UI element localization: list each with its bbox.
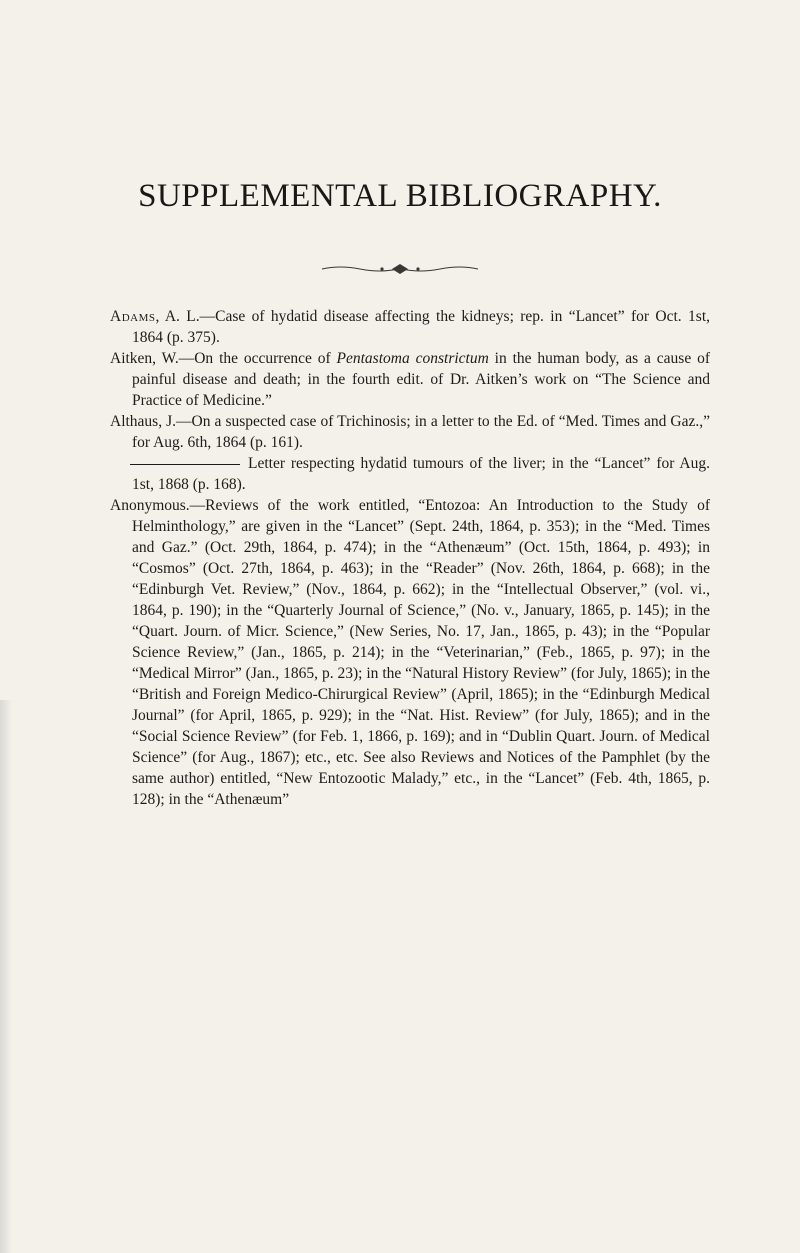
entry-text: in the human body, as a cause of painful disease and death; in the fourth edit. of Dr. Aitken’s work on “The Science and Practice of Medicine.”	[132, 350, 711, 409]
entry-adams	[110, 306, 710, 348]
entry-text: , A. L.—Case of hydatid disease affecting the kidneys; rep. in “Lancet” for Oct. 1st, 1864 (p. 375).	[132, 308, 710, 346]
entry-anonymous	[110, 495, 710, 810]
ornament-divider	[320, 262, 480, 276]
page-edge-shadow	[0, 700, 12, 1253]
entry-text: Letter respecting hydatid tumours of the liver; in the “Lancet” for Aug. 1st, 1868 (p. 168).	[132, 455, 710, 493]
entry-text: Anonymous.—Reviews of the work entitled, “Entozoa: An Introduction to the Study of Helminthology,” are given in the “Lancet” (Sept. 24th, 1864, p. 353); in the “Med. Times and Gaz.” (Oct. 29th, 1864, p. 474); in the “Athenæum” (Oct. 15th, 1864, p. 493); in “Cosmos” (Oct. 27th, 1864, p. 463); in the “Reader” (Nov. 26th, 1864, p. 668); in the “Edinburgh Vet. Review,” (Nov., 1864, p. 662); in the “Intellectual Observer,” (vol. vi., 1864, p. 190); in the “Quarterly Journal of Science,” (No. v., January, 1865, p. 145); in the “Quart. Journ. of Micr. Science,” (New Series, No. 17, Jan., 1865, p. 43); in the “Popular Science Review,” (Jan., 1865, p. 214); in the “Veterinarian,” (Feb., 1865, p. 97); in the “Medical Mirror” (Jan., 1865, p. 23); in the “Natural History Review” (for July, 1865); in the “British and Foreign Medico-Chirurgical Review” (April, 1865); in the “Edinburgh Medical Journal” (for April, 1865, p. 929); in the “Nat. Hist. Review” (for July, 1865); and in the “Social Science Review” (for Feb. 1, 1866, p. 169); and in “Dublin Quart. Journ. of Medical Science” (for Aug., 1867); etc., etc. See also Reviews and Notices of the Pamphlet (by the same author) entitled, “New Entozootic Malady,” etc., in the “Lancet” (Feb. 4th, 1865, p. 128); in the “Athenæum”	[110, 497, 710, 808]
entry-aitken	[110, 348, 710, 411]
entry-text: Althaus, J.—On a suspected case of Trichinosis; in a letter to the Ed. of “Med. Times and Gaz.,” for Aug. 6th, 1864 (p. 161).	[110, 413, 710, 451]
entry-althaus-letter	[110, 453, 710, 495]
entry-author: Adams	[110, 308, 156, 325]
page-title: SUPPLEMENTAL BIBLIOGRAPHY.	[138, 178, 662, 214]
entry-althaus	[110, 411, 710, 453]
bibliography-list	[110, 306, 710, 810]
entry-text: Aitken, W.—On the occurrence of	[110, 350, 337, 367]
ditto-rule	[130, 464, 240, 465]
entry-italic-title: Pentastoma constrictum	[336, 350, 489, 367]
